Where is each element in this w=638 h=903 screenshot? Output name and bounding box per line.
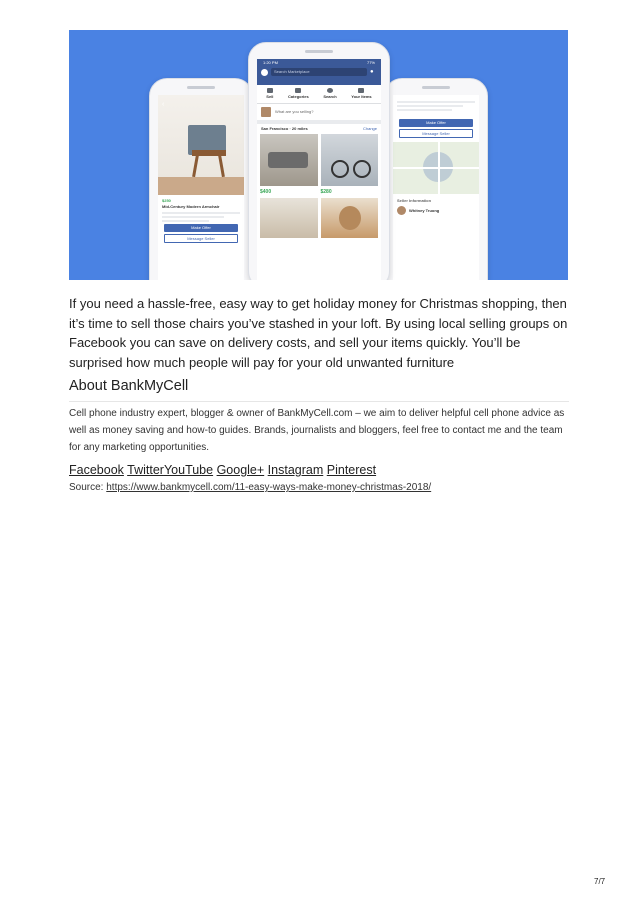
hero-image xyxy=(69,30,568,280)
message-seller-button: Message Seller xyxy=(164,234,238,243)
social-links xyxy=(69,463,376,477)
search-icon xyxy=(327,88,333,93)
make-offer-button: Make Offer xyxy=(164,224,238,232)
status-time: 1:20 PM xyxy=(263,60,278,65)
about-heading: About BankMyCell xyxy=(69,378,189,394)
marketplace-nav xyxy=(257,85,381,104)
friends-icon: ● xyxy=(370,68,374,75)
compose-placeholder: What are you selling? xyxy=(275,109,314,114)
listing-grid xyxy=(257,134,381,238)
seller-name: Whitney Truong xyxy=(409,207,440,213)
facebook-header xyxy=(257,59,381,85)
map-thumbnail xyxy=(393,142,479,194)
messenger-icon xyxy=(261,69,268,76)
seller-info-heading: Seller Information xyxy=(397,198,432,203)
location-label: San Francisco · 20 miles xyxy=(261,126,308,131)
listing-price: $400 xyxy=(260,189,272,195)
right-phone-mockup xyxy=(384,78,488,280)
change-link: Change xyxy=(362,126,377,131)
listing-price: $280 xyxy=(320,189,332,195)
make-offer-button: Make Offer xyxy=(399,119,473,127)
avatar xyxy=(261,107,271,117)
categories-icon xyxy=(295,88,301,93)
listing-tile xyxy=(260,134,318,186)
nav-search: Search xyxy=(323,94,337,99)
listing-tile xyxy=(321,134,379,186)
google-plus-link[interactable]: Google+ xyxy=(216,463,265,477)
source-line xyxy=(69,482,431,493)
source-label: Source: xyxy=(69,482,107,493)
about-body: Cell phone industry expert, blogger & owner of BankMyCell.com – we aim to deliver helpful cell phone advice as well as money saving and how-to guides. Brands, journalists and bloggers, feel free to contact me and the team for any marketing opportunities. xyxy=(69,408,565,453)
left-phone-mockup xyxy=(149,78,253,280)
divider xyxy=(69,401,569,402)
center-phone-mockup xyxy=(248,42,390,280)
twitter-link[interactable]: Twitter xyxy=(127,463,164,477)
listing-title: Mid-Century Modern Armchair xyxy=(162,204,220,209)
nav-your-items: Your Items xyxy=(351,94,372,99)
intro-paragraph: If you need a hassle-free, easy way to get holiday money for Christmas shopping, then it’s time to sell those chairs you’ve stashed in your loft. By using local selling groups on Facebook you can save on delivery costs, and sell your items quickly. You’ll be surprised how much people will pay for your old unwanted furniture xyxy=(69,296,568,370)
youtube-link[interactable]: YouTube xyxy=(163,463,214,477)
avatar xyxy=(397,206,406,215)
nav-categories: Categories xyxy=(288,94,309,99)
message-seller-button: Message Seller xyxy=(399,129,473,138)
listing-tile xyxy=(260,198,318,238)
listing-tile xyxy=(321,198,379,238)
instagram-link[interactable]: Instagram xyxy=(267,463,324,477)
facebook-link[interactable]: Facebook xyxy=(69,463,124,477)
source-url-link[interactable]: https://www.bankmycell.com/11-easy-ways-make-money-christmas-2018/ xyxy=(106,482,432,493)
marketplace-search-input: Search Marketplace xyxy=(271,68,367,76)
nav-sell: Sell xyxy=(266,94,274,99)
armchair-photo: ‹ xyxy=(158,95,244,195)
pinterest-link[interactable]: Pinterest xyxy=(326,463,377,477)
items-icon xyxy=(358,88,364,93)
listing-price: $250 xyxy=(162,198,171,203)
status-battery: 77% xyxy=(366,60,375,65)
camera-icon xyxy=(267,88,273,93)
page-number: 7/7 xyxy=(594,877,606,886)
